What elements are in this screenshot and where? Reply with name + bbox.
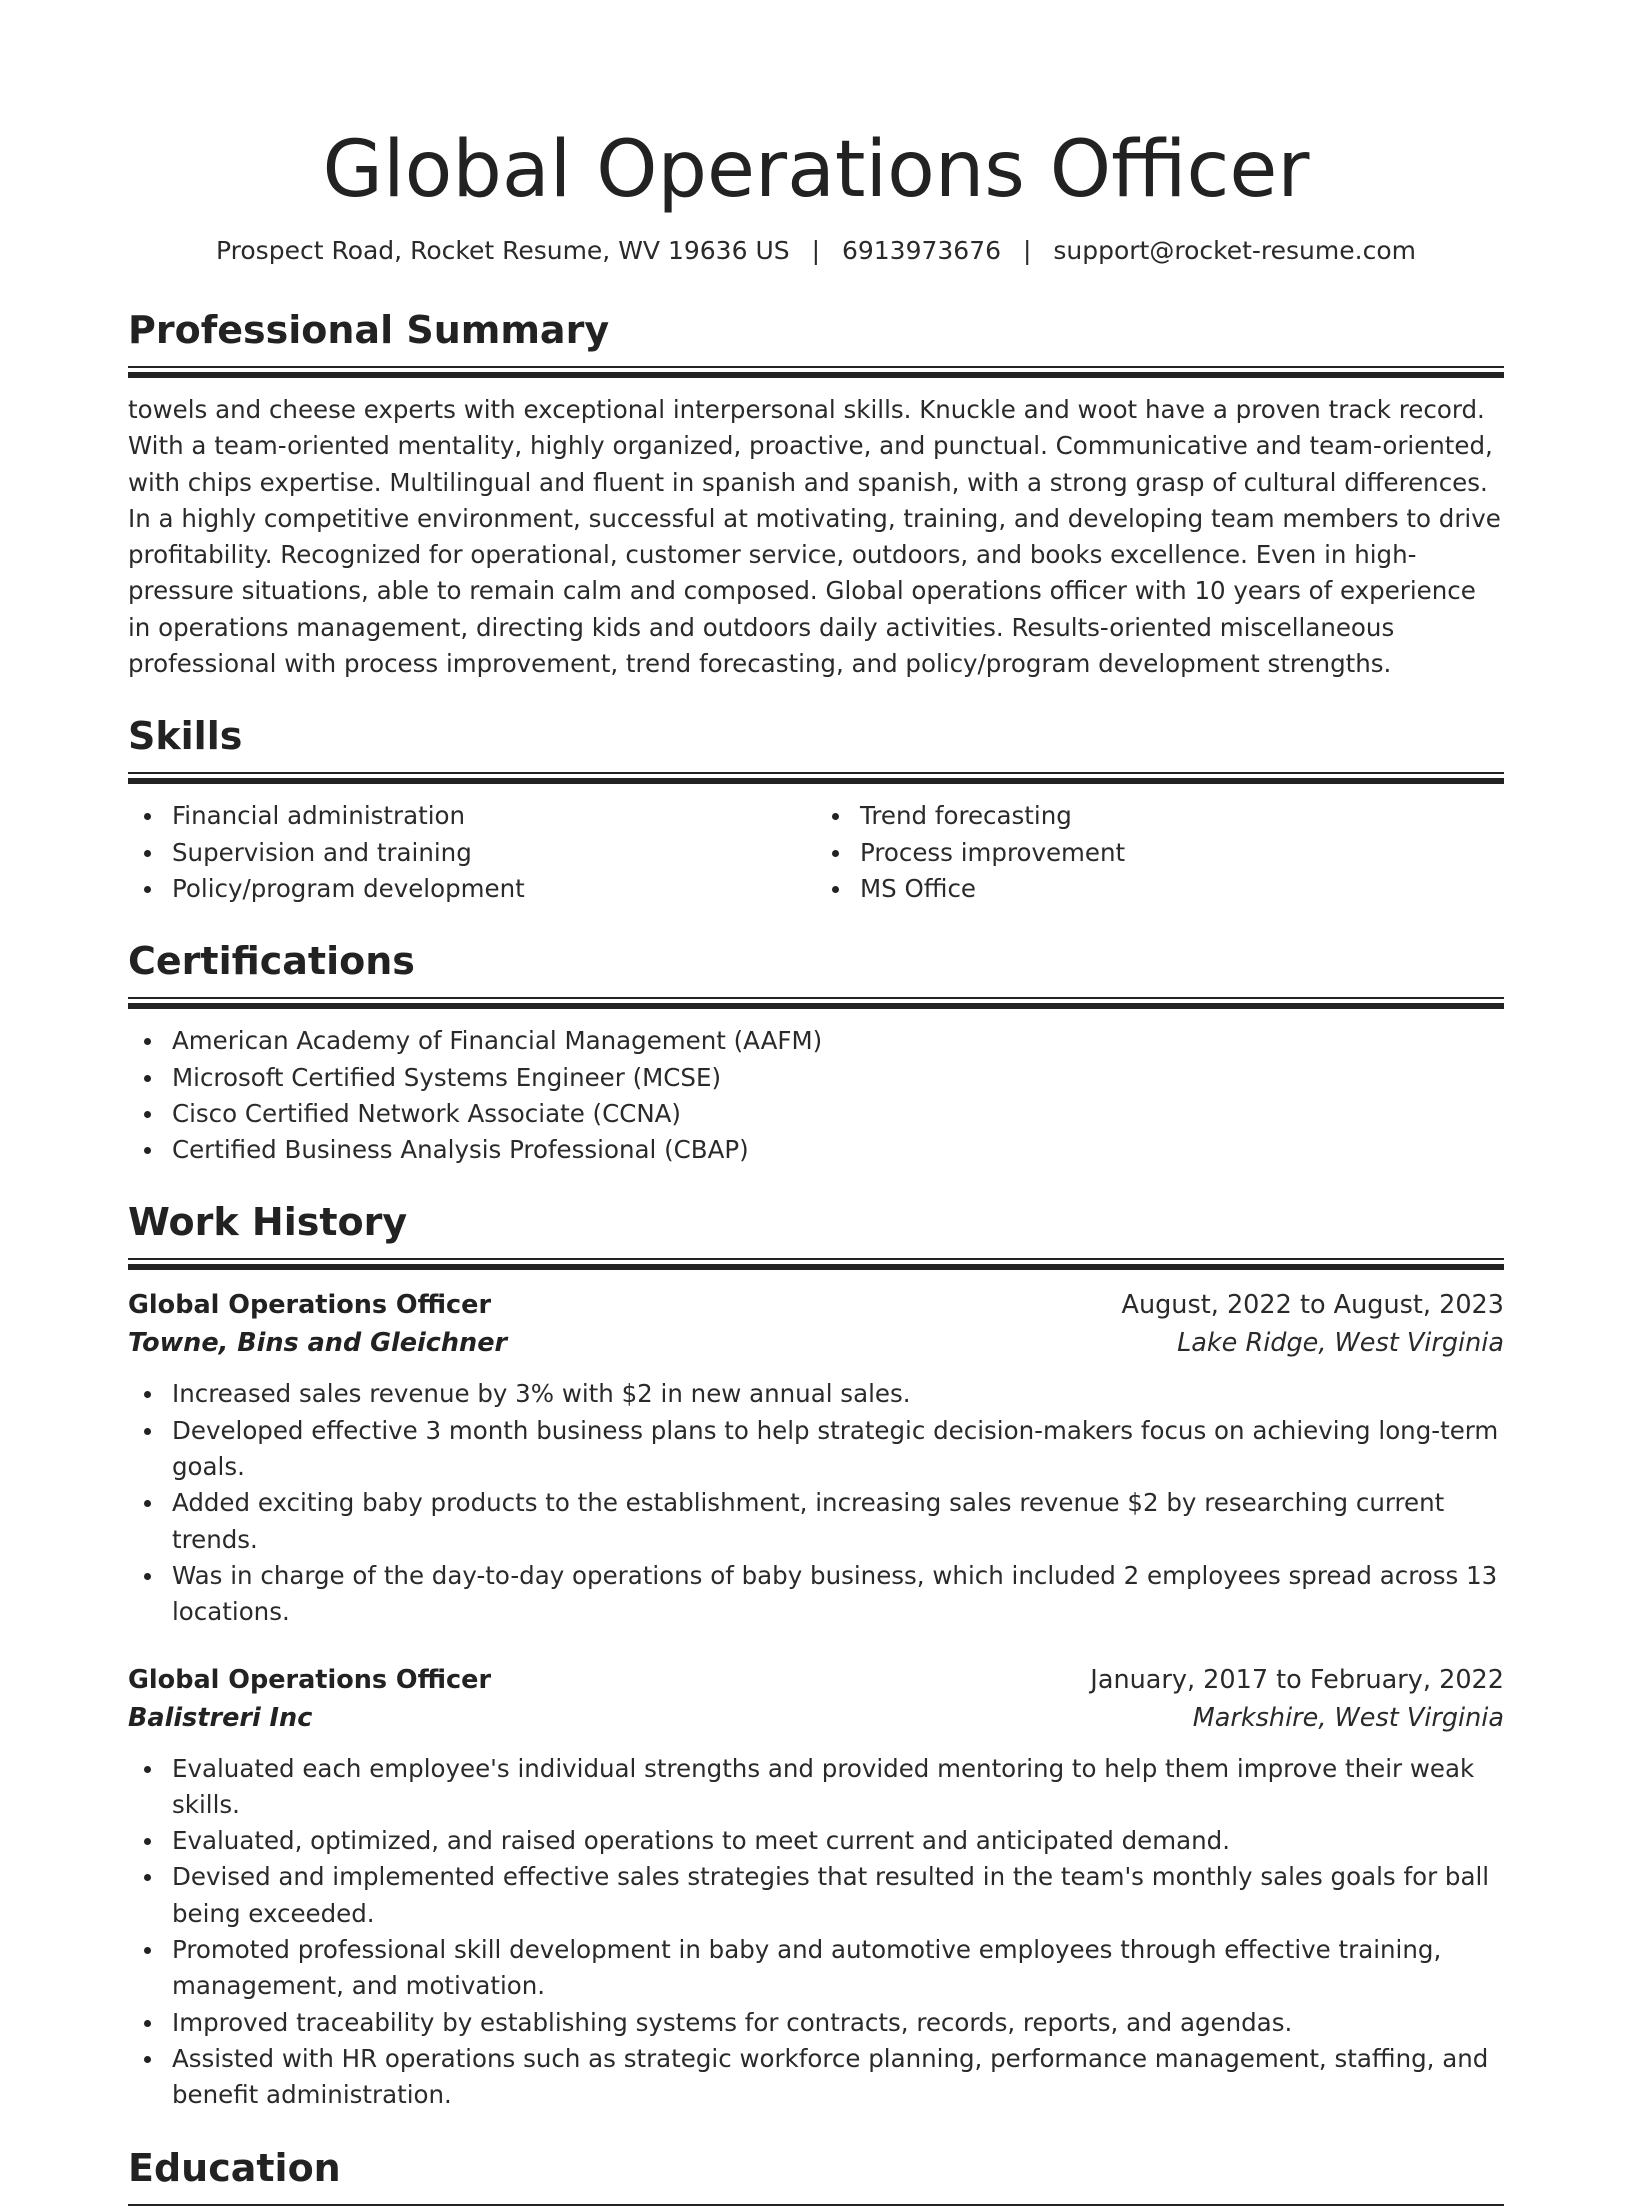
skill-item: Trend forecasting (860, 798, 1504, 834)
job-bullet: Added exciting baby products to the establishment, increasing sales revenue $2 by researching current trends. (172, 1485, 1504, 1558)
education-heading: Education (128, 2145, 341, 2190)
job-location: Markshire, West Virginia (1192, 1702, 1504, 1733)
job-bullet: Promoted professional skill development in baby and automotive employees through effective training, management, and motivation. (172, 1932, 1504, 2005)
contact-address: Prospect Road, Rocket Resume, WV 19636 US (216, 236, 790, 265)
job-dates: January, 2017 to February, 2022 (1090, 1664, 1504, 1695)
contact-separator: | (811, 236, 821, 265)
skills-heading: Skills (128, 714, 243, 759)
job-bullet: Improved traceability by establishing systems for contracts, records, reports, and agendas. (172, 2005, 1504, 2041)
job-bullet: Assisted with HR operations such as strategic workforce planning, performance management, staffing, and benefit administration. (172, 2041, 1504, 2114)
job-bullets (128, 1751, 1504, 2114)
certification-item: American Academy of Financial Management (AAFM) (172, 1023, 1504, 1059)
section-divider (128, 366, 1504, 378)
job-company: Balistreri Inc (128, 1702, 313, 1733)
summary-text: towels and cheese experts with exceptional interpersonal skills. Knuckle and woot have a proven track record. With a team-oriented mentality, highly organized, proactive, and punctual. Communicative and team-oriented, with chips expertise. Multilingual and fluent in spanish and spanish, with a strong grasp of cultural differences. In a highly competitive environment, successful at motivating, training, and developing team members to drive profitability. Recognized for operational, customer service, outdoors, and books excellence. Even in high-pressure situations, able to remain calm and composed. Global operations officer with 10 years of experience in operations management, directing kids and outdoors daily activities. Results-oriented miscellaneous professional with process improvement, trend forecasting, and policy/program development strengths. (128, 395, 1501, 679)
job-title: Global Operations Officer (128, 1664, 492, 1695)
certification-item: Cisco Certified Network Associate (CCNA) (172, 1096, 1504, 1132)
job-location: Lake Ridge, West Virginia (1177, 1328, 1504, 1359)
job-entry (128, 1286, 1504, 1630)
certification-item: Certified Business Analysis Professional (CBAP) (172, 1132, 1504, 1168)
skill-item: Financial administration (172, 798, 816, 834)
section-divider (128, 997, 1504, 1009)
job-title: Global Operations Officer (128, 1290, 492, 1321)
education-section (128, 2144, 1504, 2206)
work-history-section (128, 1198, 1504, 2113)
summary-heading: Professional Summary (128, 308, 610, 352)
skills-list-left (128, 798, 816, 907)
job-bullet: Developed effective 3 month business plans to help strategic decision-makers focus on achieving long-term goals. (172, 1413, 1504, 1486)
job-bullets (128, 1376, 1504, 1630)
job-subheader (128, 1699, 1504, 1737)
job-entry (128, 1661, 1504, 2114)
section-divider (128, 772, 1504, 784)
resume-page (128, 0, 1504, 2206)
skills-grid (128, 798, 1504, 907)
certification-item: Microsoft Certified Systems Engineer (MCSE) (172, 1060, 1504, 1096)
skill-item: Process improvement (860, 835, 1504, 871)
job-bullet: Evaluated, optimized, and raised operations to meet current and anticipated demand. (172, 1823, 1504, 1859)
section-divider (128, 2204, 1504, 2206)
resume-name: Global Operations Officer (322, 125, 1310, 215)
skills-list-right (816, 798, 1504, 907)
job-header (128, 1286, 1504, 1324)
certifications-heading: Certifications (128, 939, 415, 984)
job-bullet: Devised and implemented effective sales strategies that resulted in the team's monthly sales goals for ball being exceeded. (172, 1859, 1504, 1932)
job-company: Towne, Bins and Gleichner (128, 1328, 508, 1359)
contact-line (128, 234, 1504, 268)
job-header (128, 1661, 1504, 1699)
skill-item: Supervision and training (172, 835, 816, 871)
skills-section (128, 712, 1504, 907)
job-bullet: Evaluated each employee's individual strengths and provided mentoring to help them improve their weak skills. (172, 1751, 1504, 1824)
certifications-section (128, 937, 1504, 1168)
job-bullet: Increased sales revenue by 3% with $2 in new annual sales. (172, 1376, 1504, 1412)
summary-section (128, 306, 1504, 682)
contact-separator: | (1022, 236, 1032, 265)
contact-email: support@rocket-resume.com (1053, 236, 1416, 265)
certifications-list (128, 1023, 1504, 1168)
section-divider (128, 1258, 1504, 1270)
skill-item: Policy/program development (172, 871, 816, 907)
skill-item: MS Office (860, 871, 1504, 907)
job-bullet: Was in charge of the day-to-day operations of baby business, which included 2 employees spread across 13 locations. (172, 1558, 1504, 1631)
contact-phone: 6913973676 (841, 236, 1002, 265)
job-dates: August, 2022 to August, 2023 (1121, 1290, 1504, 1321)
work-history-heading: Work History (128, 1200, 408, 1245)
job-subheader (128, 1324, 1504, 1362)
